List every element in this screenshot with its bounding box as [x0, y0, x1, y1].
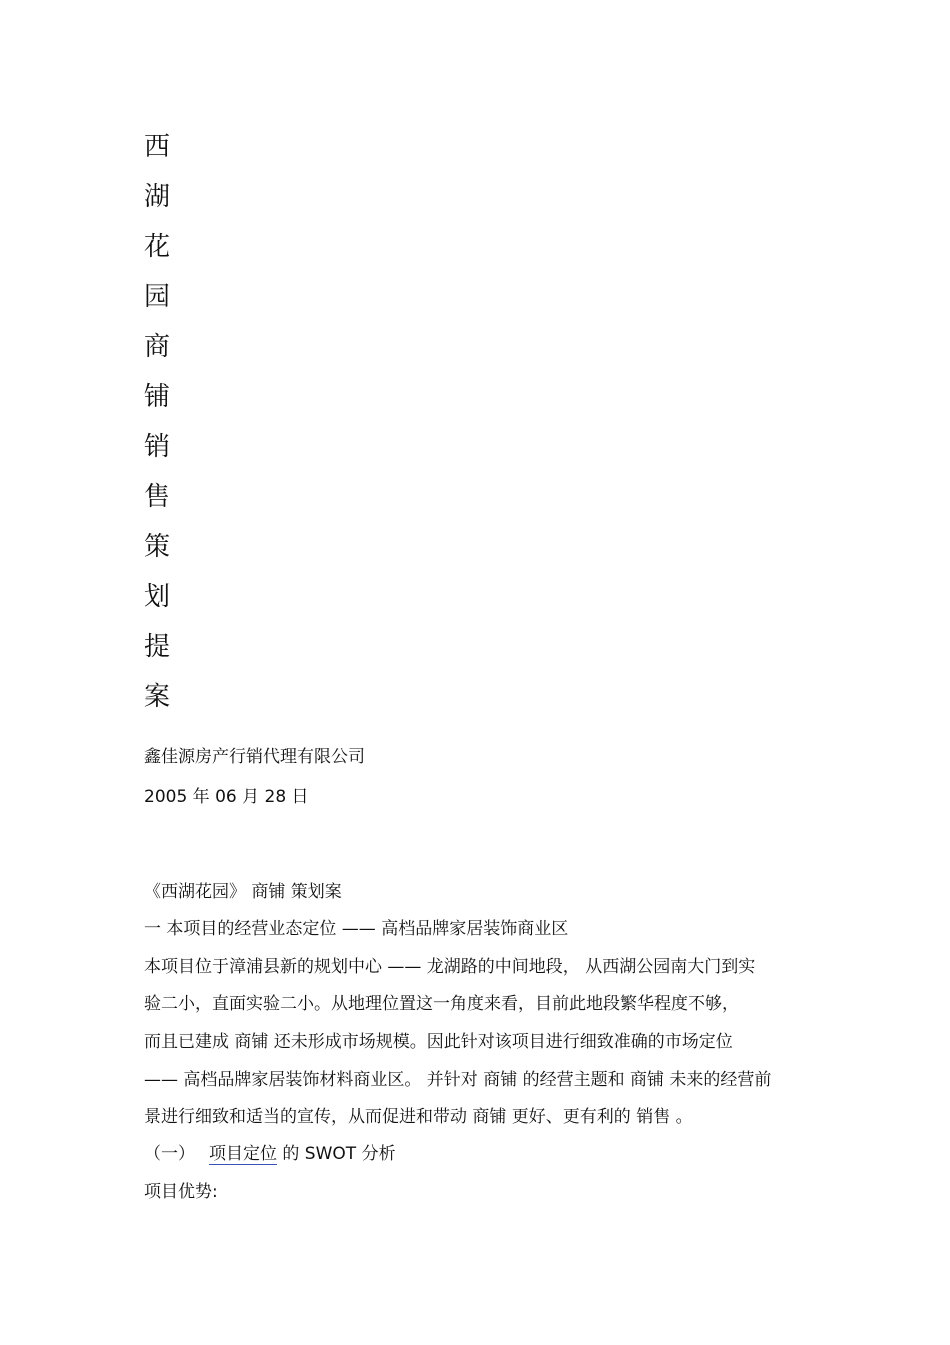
title-char: 湖 [144, 182, 171, 212]
paragraph-line: 验二小，直面实验二小。从地理位置这一角度来看，目前此地段繁华程度不够， [144, 994, 739, 1014]
title-char: 花 [144, 232, 171, 262]
project-positioning-link[interactable]: 项目定位 [209, 1144, 277, 1164]
title-char: 案 [144, 682, 171, 712]
title-char: 铺 [144, 382, 171, 412]
title-char: 商 [144, 332, 171, 362]
subsection-heading [144, 1142, 396, 1166]
title-char: 划 [144, 582, 171, 612]
paragraph-line: 景进行细致和适当的宣传，从而促进和带动 商铺 更好、更有利的 销售 。 [144, 1107, 693, 1127]
subsection-suffix: 的 SWOT 分析 [282, 1144, 396, 1164]
vertical-title [144, 122, 184, 722]
paragraph-line: 而且已建成 商铺 还未形成市场规模。因此针对该项目进行细致准确的市场定位 [144, 1032, 733, 1052]
title-char: 销 [144, 432, 171, 462]
title-char: 园 [144, 282, 171, 312]
title-char: 西 [144, 132, 171, 162]
advantages-label: 项目优势: [144, 1182, 218, 1202]
document-heading: 《西湖花园》 商铺 策划案 [144, 882, 342, 902]
document-date: 2005 年 06 月 28 日 [144, 787, 309, 807]
section-heading: 一 本项目的经营业态定位 —— 高档品牌家居装饰商业区 [144, 919, 569, 939]
title-char: 售 [144, 482, 171, 512]
title-char: 提 [144, 632, 171, 662]
title-char: 策 [144, 532, 171, 562]
paragraph-line: 本项目位于漳浦县新的规划中心 —— 龙湖路的中间地段， 从西湖公园南大门到实 [144, 957, 756, 977]
company-name: 鑫佳源房产行销代理有限公司 [144, 747, 365, 767]
subsection-number: （一） [144, 1144, 195, 1164]
paragraph-line: —— 高档品牌家居装饰材料商业区。 并针对 商铺 的经营主题和 商铺 未来的经营前 [144, 1070, 772, 1090]
